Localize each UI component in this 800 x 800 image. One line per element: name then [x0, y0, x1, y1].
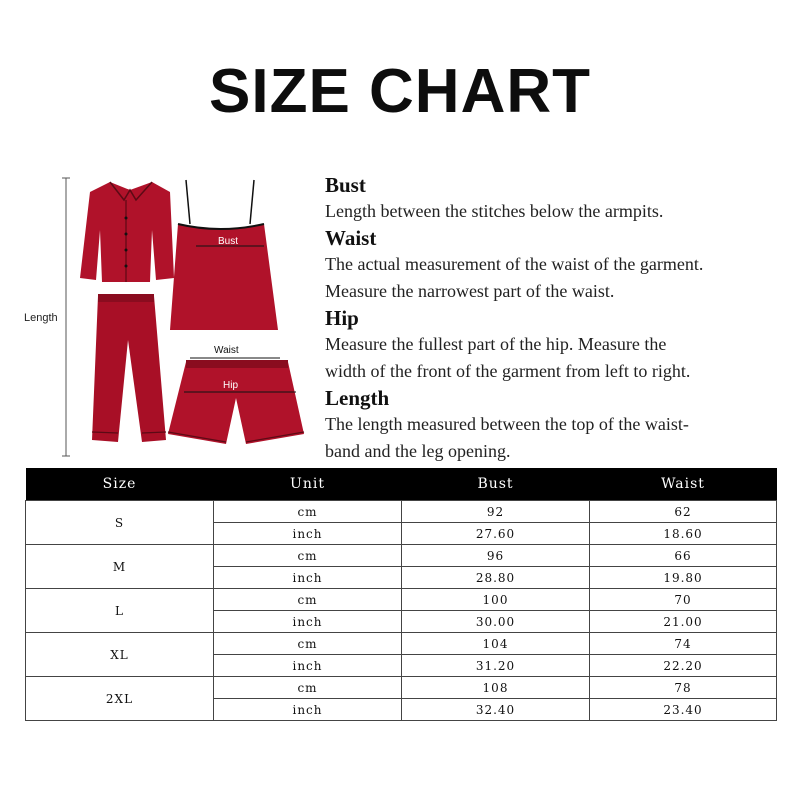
size-cell: L	[26, 589, 214, 633]
header-waist: Waist	[590, 468, 777, 501]
size-cell: 2XL	[26, 677, 214, 721]
measurement-definitions	[325, 172, 785, 465]
unit-cell: cm	[214, 501, 402, 523]
bust-cell: 27.60	[402, 523, 590, 545]
size-cell: M	[26, 545, 214, 589]
length-arrow	[62, 178, 70, 456]
waist-cell: 23.40	[590, 699, 777, 721]
camisole-shape	[170, 180, 278, 330]
shorts-shape	[168, 345, 304, 444]
unit-cell: inch	[214, 567, 402, 589]
bust-cell: 108	[402, 677, 590, 699]
header-bust: Bust	[402, 468, 590, 501]
hip-label: Hip	[223, 380, 239, 391]
waist-cell: 66	[590, 545, 777, 567]
waist-cell: 22.20	[590, 655, 777, 677]
length-term: Length	[325, 386, 390, 410]
table-row	[26, 545, 777, 567]
long-pants-shape	[92, 294, 166, 442]
table-row	[26, 501, 777, 523]
bust-term: Bust	[325, 173, 366, 197]
bust-label: Bust	[218, 236, 239, 247]
bust-cell: 96	[402, 545, 590, 567]
table-header-row	[26, 468, 777, 501]
hip-description-line: Measure the fullest part of the hip. Measure the	[325, 334, 667, 354]
unit-cell: cm	[214, 589, 402, 611]
unit-cell: cm	[214, 545, 402, 567]
bust-description-line: Length between the stitches below the armpits.	[325, 201, 664, 221]
unit-cell: inch	[214, 611, 402, 633]
waist-cell: 18.60	[590, 523, 777, 545]
shirt-shape	[80, 182, 174, 282]
table-row	[26, 633, 777, 655]
length-label: Length	[24, 312, 58, 324]
length-description-line: The length measured between the top of the waist-	[325, 414, 689, 434]
waist-description-line: The actual measurement of the waist of the garment.	[325, 254, 704, 274]
waist-cell: 70	[590, 589, 777, 611]
waist-cell: 74	[590, 633, 777, 655]
pajama-illustration	[18, 170, 318, 470]
unit-cell: inch	[214, 655, 402, 677]
waist-cell: 62	[590, 501, 777, 523]
waist-description-line: Measure the narrowest part of the waist.	[325, 281, 615, 301]
waist-label: Waist	[214, 345, 239, 356]
waist-cell: 19.80	[590, 567, 777, 589]
hip-term: Hip	[325, 306, 359, 330]
unit-cell: cm	[214, 677, 402, 699]
size-table	[25, 468, 777, 721]
bust-cell: 92	[402, 501, 590, 523]
bust-cell: 30.00	[402, 611, 590, 633]
header-unit: Unit	[214, 468, 402, 501]
bust-cell: 104	[402, 633, 590, 655]
table-row	[26, 589, 777, 611]
page-title: SIZE CHART	[209, 57, 591, 126]
header-size: Size	[26, 468, 214, 501]
bust-cell: 31.20	[402, 655, 590, 677]
bust-cell: 100	[402, 589, 590, 611]
bust-cell: 28.80	[402, 567, 590, 589]
waist-cell: 21.00	[590, 611, 777, 633]
unit-cell: inch	[214, 699, 402, 721]
waist-cell: 78	[590, 677, 777, 699]
unit-cell: cm	[214, 633, 402, 655]
unit-cell: inch	[214, 523, 402, 545]
size-cell: XL	[26, 633, 214, 677]
table-row	[26, 677, 777, 699]
length-description-line: band and the leg opening.	[325, 441, 511, 461]
hip-description-line: width of the front of the garment from left to right.	[325, 361, 691, 381]
bust-cell: 32.40	[402, 699, 590, 721]
waist-term: Waist	[325, 226, 377, 250]
size-cell: S	[26, 501, 214, 545]
